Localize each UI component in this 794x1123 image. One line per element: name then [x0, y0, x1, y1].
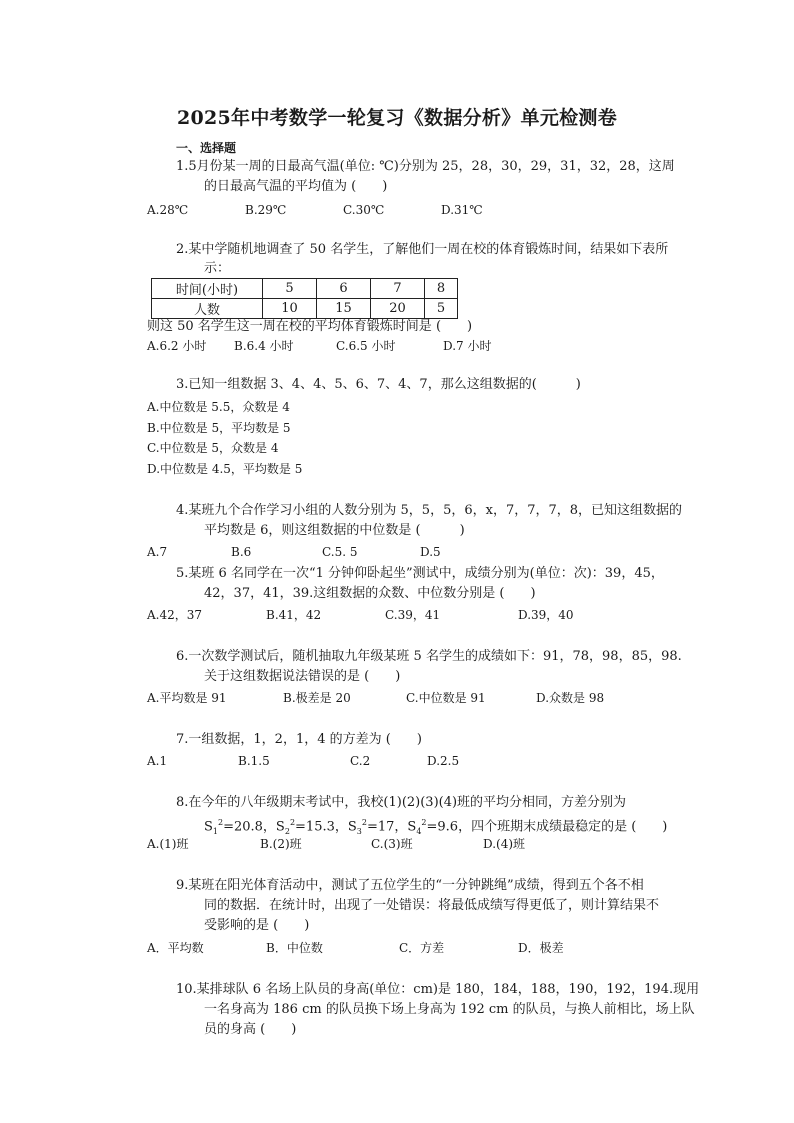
- option-d: D.中位数是 4.5，平均数是 5: [147, 462, 303, 476]
- option-c: C．方差: [399, 941, 445, 955]
- option-d: D.众数是 98: [536, 691, 605, 705]
- option-c: C.6.5 小时: [336, 339, 396, 353]
- option-c: C.中位数是 91: [406, 691, 486, 705]
- table-cell: 15: [317, 299, 371, 319]
- table-cell: 人数: [152, 299, 263, 319]
- table-cell: 5: [425, 299, 458, 319]
- subscript: 2: [284, 826, 290, 836]
- option-a: A．平均数: [147, 941, 204, 955]
- superscript: 2: [289, 818, 296, 827]
- question-text: 42，37，41，39.这组数据的众数、中位数分别是 ( ): [204, 586, 536, 601]
- option-a: A.6.2 小时: [147, 339, 207, 353]
- option-a: A.平均数是 91: [147, 691, 227, 705]
- question-text: 一名身高为 186 cm 的队员换下场上身高为 192 cm 的队员，与换人前相比，场上队: [204, 1002, 695, 1017]
- text-part: =15.3，S: [295, 819, 357, 835]
- question-text: 9.某班在阳光体育活动中，测试了五位学生的“一分钟跳绳”成绩，得到五个各不相: [176, 878, 644, 893]
- table-cell: 10: [263, 299, 317, 319]
- question-text: 3.已知一组数据 3、4、4、5、6、7、4、7，那么这组数据的( ): [176, 377, 581, 392]
- table-cell: 7: [371, 279, 425, 299]
- text-part: =20.8，S: [223, 819, 285, 835]
- question-text: 示：: [204, 261, 231, 276]
- superscript: 2: [361, 818, 367, 827]
- option-d: D．极差: [518, 941, 564, 955]
- question-text: 的日最高气温的平均值为 ( ): [204, 179, 388, 194]
- question-text: 2.某中学随机地调查了 50 名学生，了解他们一周在校的体育锻炼时间，结果如下表所: [176, 242, 669, 257]
- table-row: [152, 299, 458, 319]
- section-heading: 一、选择题: [176, 141, 237, 155]
- question-text: 员的身高 ( ): [204, 1022, 297, 1037]
- option-b: B.29℃: [245, 203, 287, 217]
- option-b: B．中位数: [266, 941, 323, 955]
- question-text: 4.某班九个合作学习小组的人数分别为 5，5，5，6，x，7，7，7，8，已知这组数据的: [176, 503, 683, 518]
- option-b: B.(2)班: [260, 837, 302, 851]
- option-b: B.6: [231, 545, 252, 559]
- option-d: D.39，40: [518, 608, 574, 622]
- option-c: C.(3)班: [371, 837, 413, 851]
- option-c: C.5. 5: [322, 545, 358, 559]
- question-text: 平均数是 6，则这组数据的中位数是 ( ): [204, 523, 465, 538]
- superscript: 2: [421, 818, 427, 827]
- option-b: B.极差是 20: [283, 691, 351, 705]
- question-text: 7.一组数据，1，2，1，4 的方差为 ( ): [176, 732, 422, 747]
- question-text: 受影响的是 ( ): [204, 918, 310, 933]
- option-c: C.2: [350, 754, 371, 768]
- subscript: 3: [356, 826, 362, 836]
- table-cell: 5: [263, 279, 317, 299]
- question-text: 6.一次数学测试后，随机抽取九年级某班 5 名学生的成绩如下：91，78，98，85，98.: [176, 649, 682, 664]
- data-table: [151, 278, 458, 319]
- option-c: C.中位数是 5，众数是 4: [147, 441, 279, 455]
- table-cell: 6: [317, 279, 371, 299]
- table-row: [152, 279, 458, 299]
- table-cell: 时间(小时): [152, 279, 263, 299]
- page-title: 2025年中考数学一轮复习《数据分析》单元检测卷: [176, 107, 618, 129]
- question-text: 5.某班 6 名同学在一次“1 分钟仰卧起坐”测试中，成绩分别为(单位：次)：39，45，: [176, 566, 664, 581]
- text-part: S: [204, 819, 213, 835]
- question-text: 8.在今年的八年级期末考试中，我校(1)(2)(3)(4)班的平均分相同，方差分别为: [176, 795, 627, 810]
- option-d: D.5: [420, 545, 441, 559]
- question-text: 同的数据．在统计时，出现了一处错误：将最低成绩写得更低了，则计算结果不: [204, 898, 660, 913]
- superscript: 2: [218, 818, 224, 827]
- option-b: B.中位数是 5，平均数是 5: [147, 421, 291, 435]
- text-part: =17，S: [366, 819, 417, 835]
- option-c: C.39，41: [385, 608, 441, 622]
- question-text: 则这 50 名学生这一周在校的平均体育锻炼时间是 ( ): [147, 319, 473, 334]
- option-a: A.42，37: [147, 608, 203, 622]
- table-cell: 8: [425, 279, 458, 299]
- option-a: A.中位数是 5.5，众数是 4: [147, 400, 290, 414]
- text-part: =9.6，四个班期末成绩最稳定的是 ( ): [426, 819, 668, 835]
- option-b: B.1.5: [238, 754, 270, 768]
- subscript: 1: [212, 826, 218, 836]
- option-a: A.1: [147, 754, 168, 768]
- option-a: A.(1)班: [147, 837, 189, 851]
- option-b: B.6.4 小时: [234, 339, 294, 353]
- option-d: D.7 小时: [443, 339, 492, 353]
- option-a: A.7: [147, 545, 168, 559]
- option-a: A.28℃: [147, 203, 189, 217]
- option-d: D.(4)班: [483, 837, 526, 851]
- subscript: 4: [416, 826, 422, 836]
- question-text: 关于这组数据说法错误的是 ( ): [204, 669, 401, 684]
- question-text: 10.某排球队 6 名场上队员的身高(单位：cm)是 180，184，188，190，192，194.现用: [176, 982, 700, 997]
- question-text: 1.5月份某一周的日最高气温(单位: ℃)分别为 25，28，30，29，31，32，28，这周: [176, 159, 675, 174]
- table-cell: 20: [371, 299, 425, 319]
- option-b: B.41，42: [266, 608, 322, 622]
- option-d: D.2.5: [427, 754, 460, 768]
- option-c: C.30℃: [343, 203, 385, 217]
- option-d: D.31℃: [441, 203, 483, 217]
